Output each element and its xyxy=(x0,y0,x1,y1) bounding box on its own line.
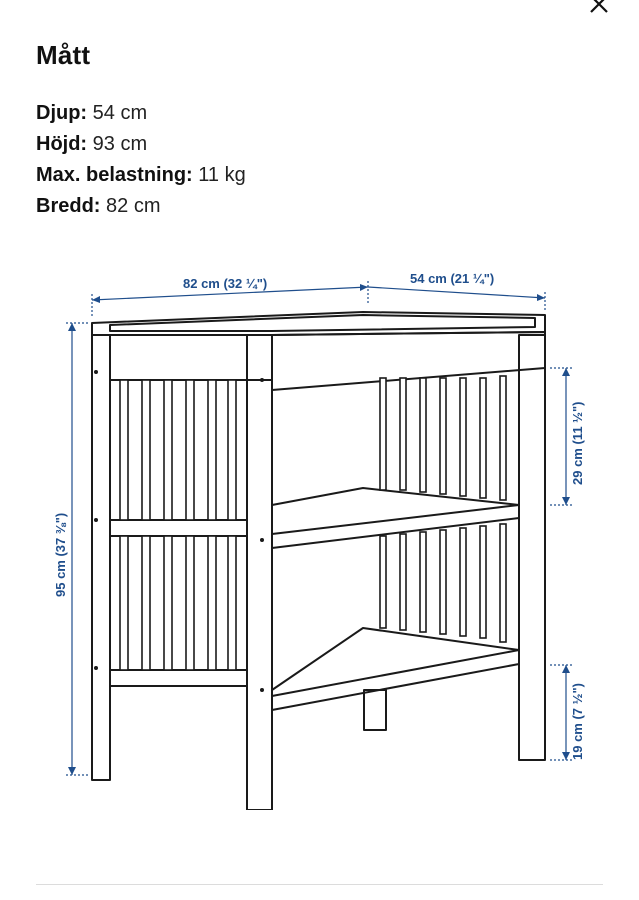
changing-table-drawing xyxy=(92,312,545,810)
specs-list xyxy=(36,98,246,222)
divider xyxy=(36,884,603,885)
spec-max-load xyxy=(36,160,246,191)
spec-label: Höjd: xyxy=(36,133,88,155)
spec-width xyxy=(36,191,246,222)
spec-label: Bredd: xyxy=(36,195,101,217)
dimension-diagram xyxy=(0,250,639,810)
spec-height xyxy=(36,129,246,160)
spec-value: 54 cm xyxy=(92,102,148,124)
spec-value: 11 kg xyxy=(198,164,246,186)
spec-label: Max. belastning: xyxy=(36,164,193,186)
spec-label: Djup: xyxy=(36,102,88,124)
height-dimension-label: 95 cm (37 ⅜") xyxy=(53,512,68,597)
floor-gap-dimension-label: 19 cm (7 ½") xyxy=(570,683,585,760)
width-dimension-label: 82 cm (32 ¼") xyxy=(183,276,268,291)
shelf-gap-dimension-label: 29 cm (11 ½") xyxy=(570,401,585,485)
page-title: Mått xyxy=(36,40,91,70)
spec-value: 82 cm xyxy=(106,195,161,217)
spec-depth xyxy=(36,98,246,129)
side-slats xyxy=(120,376,506,670)
close-icon xyxy=(587,0,611,16)
close-button[interactable] xyxy=(587,0,611,16)
spec-value: 93 cm xyxy=(92,133,148,155)
depth-dimension-label: 54 cm (21 ¼") xyxy=(410,271,495,286)
